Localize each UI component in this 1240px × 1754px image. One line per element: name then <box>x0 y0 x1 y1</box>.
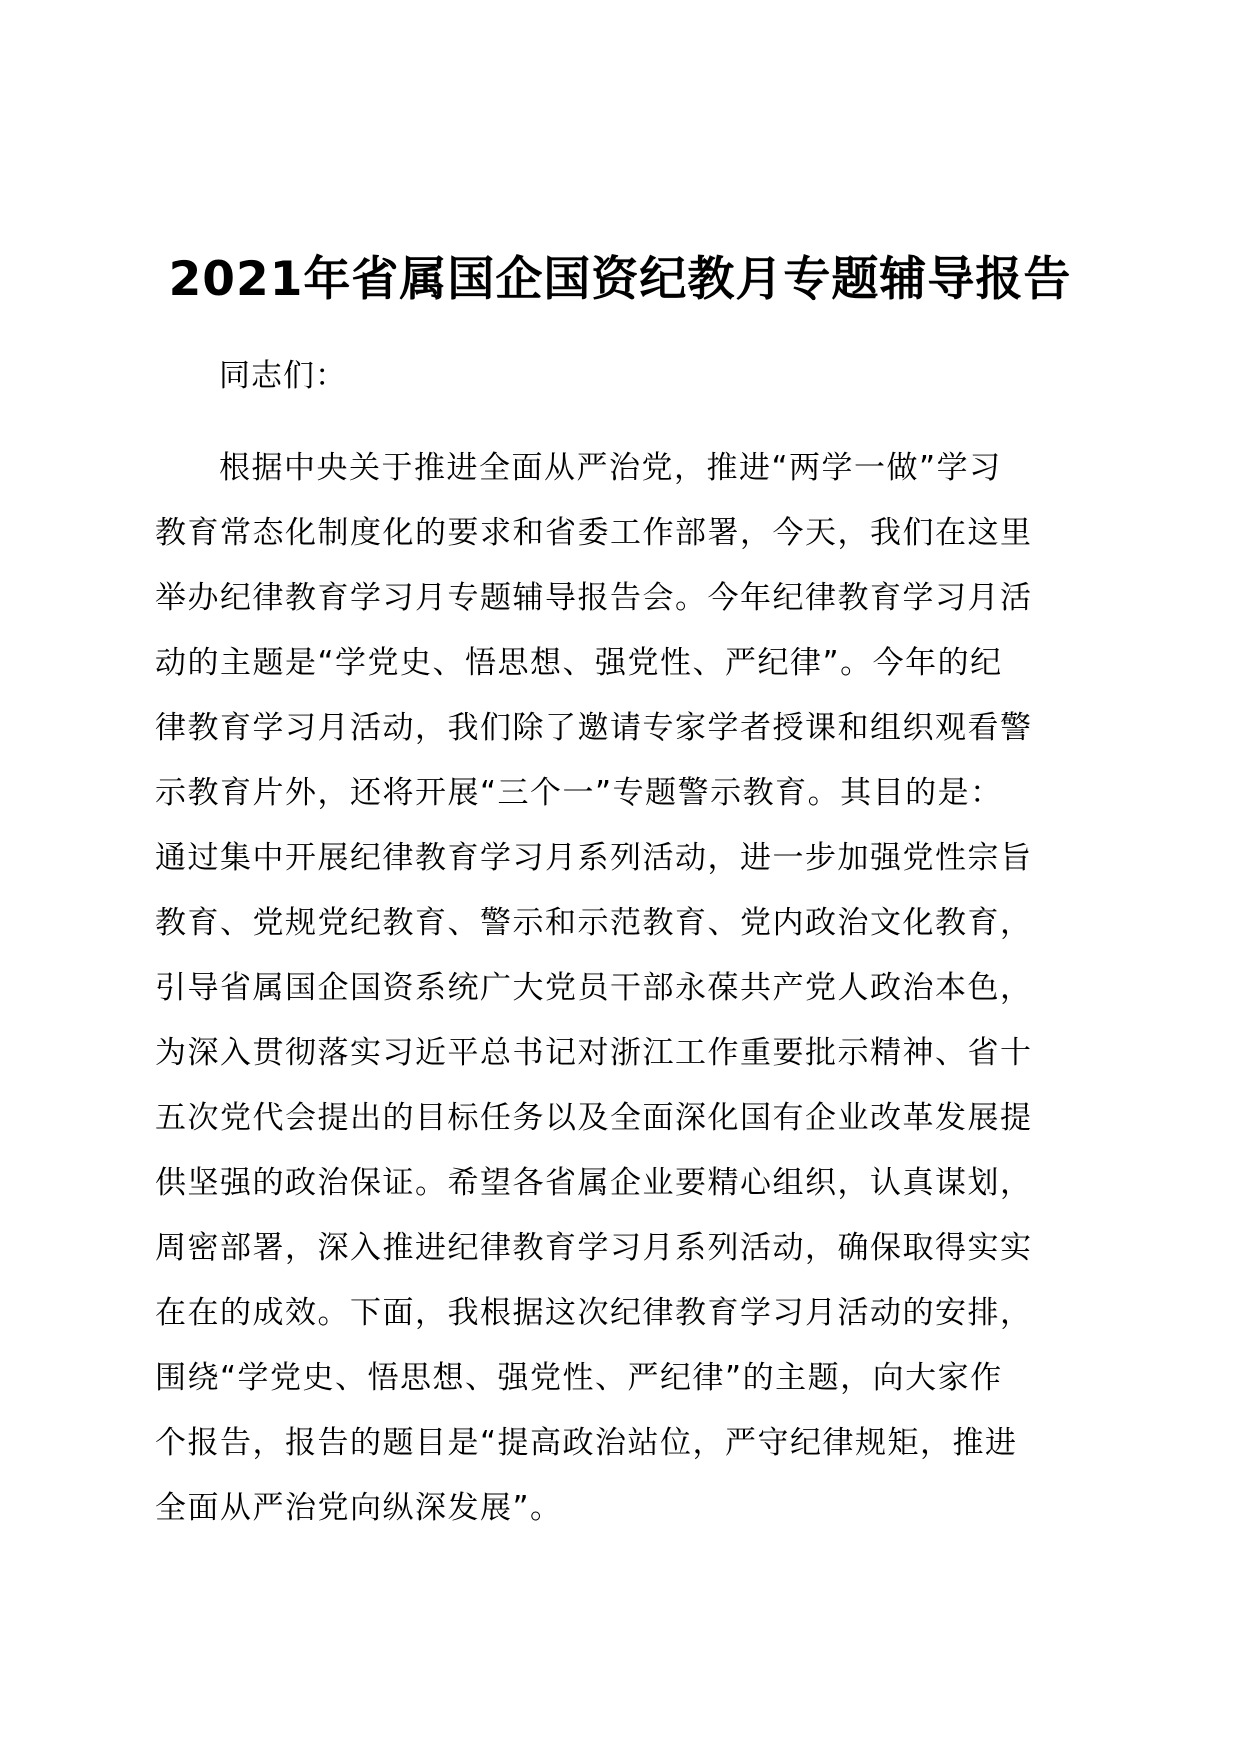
paragraph-line: 周密部署，深入推进纪律教育学习月系列活动，确保取得实实 <box>155 1230 1033 1266</box>
paragraph-line: 示教育片外，还将开展“三个一”专题警示教育。其目的是： <box>155 775 1003 811</box>
paragraph-line: 五次党代会提出的目标任务以及全面深化国有企业改革发展提 <box>155 1100 1033 1136</box>
paragraph-line: 教育、党规党纪教育、警示和示范教育、党内政治文化教育， <box>155 905 1033 941</box>
paragraph-line: 教育常态化制度化的要求和省委工作部署，今天，我们在这里 <box>155 515 1033 551</box>
paragraph-line: 根据中央关于推进全面从严治党，推进“两学一做”学习 <box>219 450 1002 486</box>
paragraph-line: 全面从严治党向纵深发展”。 <box>155 1490 563 1526</box>
paragraph-line: 引导省属国企国资系统广大党员干部永葆共产党人政治本色， <box>155 970 1033 1006</box>
paragraph-line: 在在的成效。下面，我根据这次纪律教育学习月活动的安排， <box>155 1295 1033 1331</box>
paragraph-line: 个报告，报告的题目是“提高政治站位，严守纪律规矩，推进 <box>155 1425 1018 1461</box>
salutation: 同志们： <box>219 358 347 394</box>
body-paragraph <box>155 436 1105 1541</box>
document-title: 2021年省属国企国资纪教月专题辅导报告 <box>168 252 1072 307</box>
paragraph-line: 围绕“学党史、悟思想、强党性、严纪律”的主题，向大家作 <box>155 1360 1003 1396</box>
paragraph-line: 举办纪律教育学习月专题辅导报告会。今年纪律教育学习月活 <box>155 580 1033 616</box>
paragraph-line: 供坚强的政治保证。希望各省属企业要精心组织，认真谋划， <box>155 1165 1033 1201</box>
paragraph-line: 律教育学习月活动，我们除了邀请专家学者授课和组织观看警 <box>155 710 1033 746</box>
paragraph-line: 为深入贯彻落实习近平总书记对浙江工作重要批示精神、省十 <box>155 1035 1033 1071</box>
paragraph-line: 动的主题是“学党史、悟思想、强党性、严纪律”。今年的纪 <box>155 645 1003 681</box>
paragraph-line: 通过集中开展纪律教育学习月系列活动，进一步加强党性宗旨 <box>155 840 1033 876</box>
